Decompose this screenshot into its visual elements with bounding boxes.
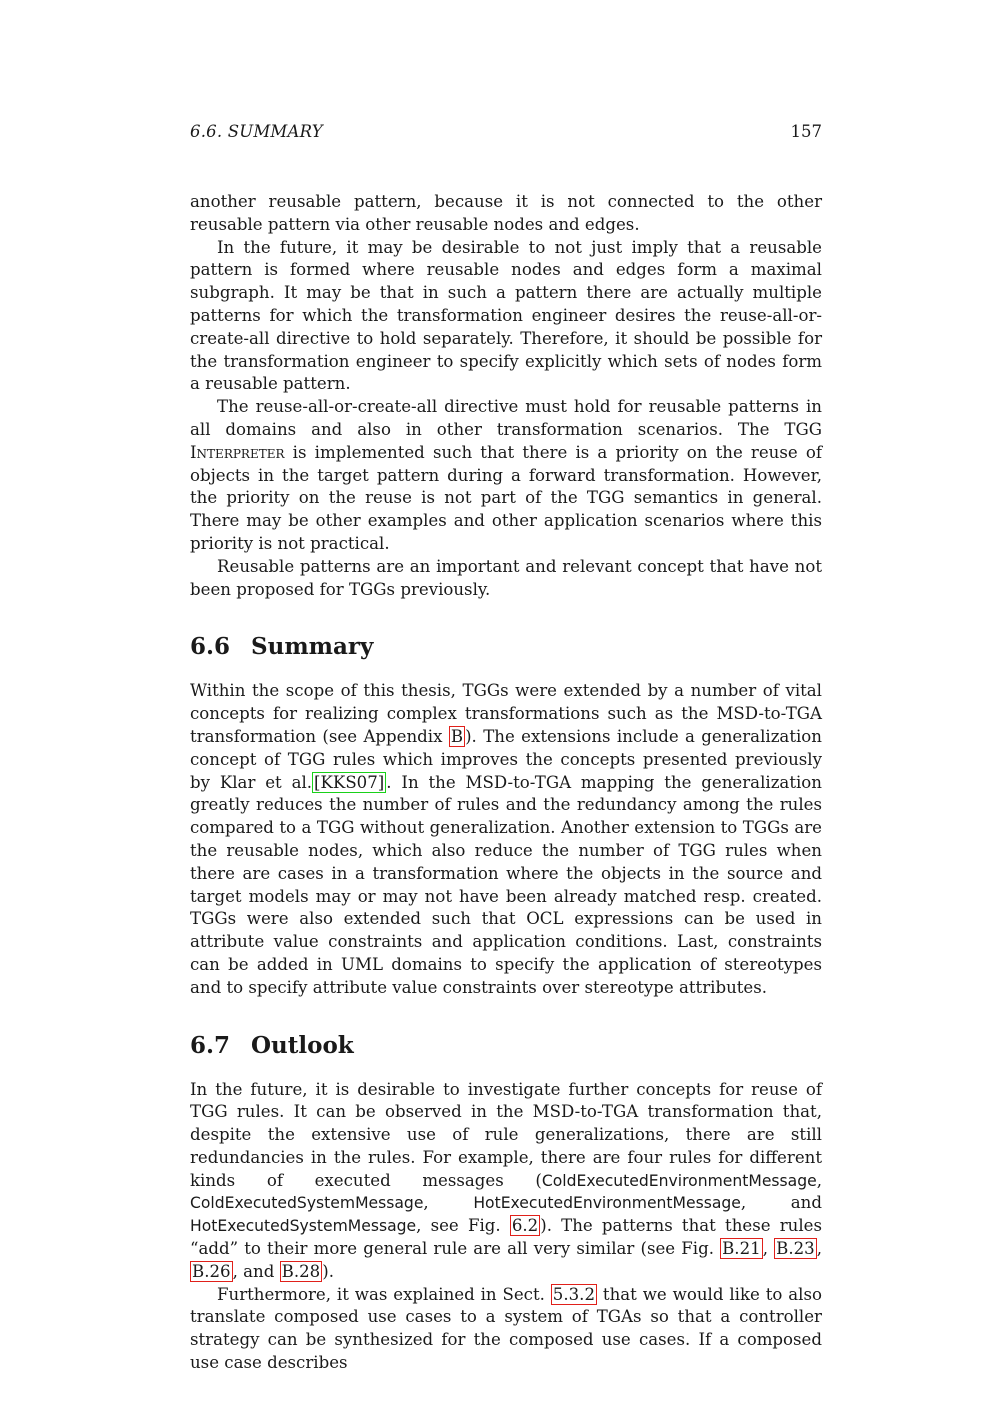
text-fragment: The reuse-all-or-create-all directive must hold for reusable patterns in all domains and also in other transformation scenarios. The TGG	[190, 397, 822, 439]
page-number: 157	[790, 122, 822, 141]
paragraph-outlook	[190, 1079, 822, 1284]
text-fragment: . In the MSD-to-TGA mapping the generalization greatly reduces the number of rules and the redundancy among the rules compared to a TGG without generalization. Another extension to TGGs are the reusable nodes, which also reduce the number of TGG rules when there are cases in a transformation where the objects in the source and target models may or may not have been already matched resp. created. TGGs were also extended such that OCL expressions can be used in attribute value constraints and application conditions. Last, constraints can be added in UML domains to specify the application of stereotypes and to specify attribute value constraints over stereotype attributes.	[190, 772, 822, 997]
running-header	[190, 120, 822, 144]
running-header-section: 6.6. SUMMARY	[190, 122, 323, 141]
ref-appendix-b-link[interactable]: B	[450, 726, 464, 746]
text-fragment: Furthermore, it was explained in Sect.	[217, 1284, 551, 1304]
page-body	[190, 191, 822, 1375]
interpreter-smallcaps: Interpreter	[190, 442, 285, 462]
message-type-name: HotExecutedEnvironmentMessage	[473, 1194, 741, 1213]
text-fragment: ). The extensions include a generalization concept of TGG rules which improves the concepts presented previously by Klar et al.	[190, 726, 822, 792]
text-fragment: ).	[322, 1261, 334, 1281]
text-fragment: , and	[232, 1261, 280, 1281]
ref-fig-b23-link[interactable]: B.23	[776, 1239, 815, 1259]
text-fragment: that we would like to also translate composed use cases to a system of TGAs so that a controller strategy can be synthesized for the composed use cases. If a composed use case describes	[190, 1284, 822, 1373]
text-fragment: ). The patterns that these rules “add” to their more general rule are all very similar (see Fig.	[190, 1216, 822, 1259]
ref-sect-5-3-2-link[interactable]: 5.3.2	[552, 1284, 596, 1304]
section-heading-outlook	[190, 1032, 822, 1060]
message-type-name: ColdExecutedEnvironmentMessage	[541, 1171, 817, 1190]
paragraph-summary	[190, 680, 822, 999]
section-number: 6.6	[190, 633, 231, 661]
paragraph-composed-use-cases	[190, 1284, 822, 1375]
message-type-name: ColdExecutedSystemMessage	[190, 1194, 424, 1213]
ref-fig-b28-link[interactable]: B.28	[281, 1261, 321, 1281]
ref-fig-b26-link[interactable]: B.26	[192, 1261, 231, 1281]
paragraph-future-patterns: In the future, it may be desirable to not just imply that a reusable pattern is formed where reusable nodes and edges form a maximal subgraph. It may be that in such a pattern there are actually multiple patterns for which the transformation engineer desires the reuse-all-or-create-all directive to hold separately. Therefore, it should be possible for the transformation engineer to specify explicitly which sets of nodes form a reusable pattern.	[190, 237, 822, 394]
ref-fig-b21-link[interactable]: B.21	[722, 1239, 761, 1259]
text-fragment: ,	[762, 1239, 775, 1259]
text-fragment: Within the scope of this thesis, TGGs were extended by a number of vital concepts for realizing complex transformations such as the MSD-to-TGA transformation (see Appendix	[190, 681, 822, 746]
text-fragment: ,	[816, 1170, 822, 1190]
text-fragment: ,	[816, 1239, 822, 1259]
text-fragment: , see Fig.	[416, 1216, 510, 1236]
message-type-name: HotExecutedSystemMessage	[190, 1217, 417, 1236]
section-number: 6.7	[190, 1031, 231, 1059]
text-fragment: is implemented such that there is a priority on the reuse of objects in the target pattern during a forward transformation. However, the priority on the reuse is not part of the TGG semantics in general. There may be other examples and other application scenarios where this priority is not practical.	[190, 442, 822, 553]
section-title: Summary	[251, 633, 374, 661]
paragraph-reuse-directive	[190, 396, 822, 556]
paragraph-reusable-patterns: Reusable patterns are an important and relevant concept that have not been proposed for TGGs previously.	[190, 556, 822, 599]
ref-fig-6-2-link[interactable]: 6.2	[511, 1216, 539, 1236]
text-fragment: In the future, it is desirable to investigate further concepts for reuse of TGG rules. It can be observed in the MSD-to-TGA transformation that, despite the extensive use of rule generalizations, there are still redundancies in the rules. For example, there are four rules for different kinds of executed messages (	[190, 1079, 822, 1190]
section-title: Outlook	[251, 1031, 354, 1059]
citation-kks07-link[interactable]: [KKS07]	[314, 772, 385, 792]
text-fragment: , and	[740, 1193, 822, 1213]
text-fragment: ,	[423, 1193, 474, 1213]
section-heading-summary	[190, 633, 822, 661]
paragraph-continued: another reusable pattern, because it is not connected to the other reusable pattern via other reusable nodes and edges.	[190, 192, 822, 234]
